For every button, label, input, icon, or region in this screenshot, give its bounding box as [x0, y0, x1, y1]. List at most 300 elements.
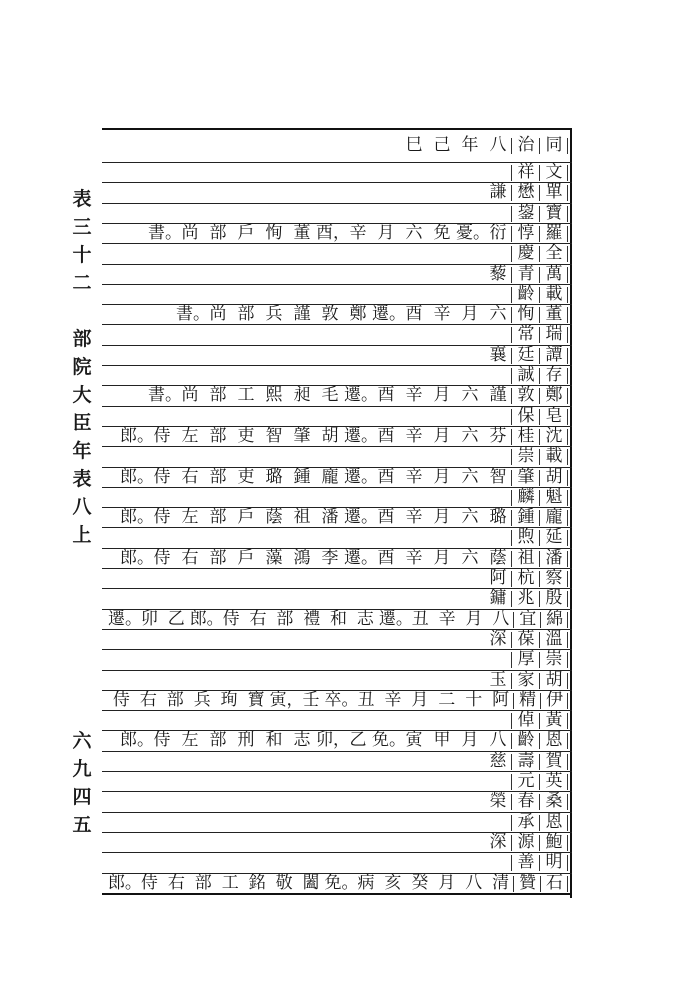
rule-line: [102, 893, 572, 895]
glyph: 譚: [540, 344, 568, 366]
glyph: 桑: [540, 790, 568, 812]
glyph: 己: [433, 135, 451, 155]
glyph: 慶: [512, 242, 540, 264]
table-row: [108, 425, 568, 447]
glyph: 伊: [541, 689, 568, 711]
glyph: 寶: [540, 202, 568, 224]
glyph: [484, 161, 512, 183]
glyph: 承: [512, 811, 540, 833]
glyph: 恩: [540, 729, 568, 751]
glyph: 月: [377, 222, 395, 243]
glyph: 龐: [321, 466, 339, 487]
glyph: 祖: [512, 547, 540, 569]
table-row: [108, 364, 568, 386]
table-row: [108, 445, 568, 467]
margin-title-char: 年: [72, 440, 92, 462]
glyph: 璐: [484, 506, 512, 528]
glyph: 辛: [405, 466, 423, 487]
glyph: 尚: [181, 385, 199, 406]
glyph: 元: [512, 770, 540, 792]
glyph: 書。: [148, 222, 182, 243]
glyph: 戶: [237, 547, 255, 568]
glyph: 八: [484, 134, 512, 156]
glyph: 郎。: [120, 547, 154, 568]
glyph: 志: [356, 608, 374, 629]
glyph: 清: [487, 872, 514, 894]
glyph: 尚: [209, 304, 227, 325]
glyph: 春: [512, 790, 540, 812]
table-row: [108, 689, 568, 711]
glyph: 部: [209, 507, 227, 528]
table-row: [108, 648, 568, 670]
glyph: 惇: [512, 222, 540, 244]
glyph: 月: [433, 425, 451, 446]
glyph: 英: [540, 770, 568, 792]
glyph: 月: [465, 608, 483, 629]
glyph: 部: [209, 730, 227, 751]
margin-title-char: 表: [72, 188, 92, 210]
glyph: 杭: [512, 567, 540, 589]
yearly-table: [102, 128, 572, 898]
glyph: 六: [461, 425, 479, 446]
glyph: 智: [265, 425, 283, 446]
table-row: [108, 851, 568, 873]
glyph: 部: [237, 304, 255, 325]
glyph: 郎。: [120, 730, 154, 751]
table-row: [108, 750, 568, 772]
margin-title-char: 表: [72, 468, 92, 490]
glyph: 深: [484, 831, 512, 853]
table-row: [108, 506, 568, 528]
glyph: 工: [237, 385, 255, 406]
glyph: 載: [540, 445, 568, 467]
glyph: 齡: [512, 729, 540, 751]
glyph: 同: [540, 134, 568, 156]
glyph: 辛: [438, 608, 456, 629]
table-row: [108, 608, 568, 630]
glyph: 郎。: [120, 507, 154, 528]
glyph: 崇: [512, 445, 540, 467]
glyph: 部: [166, 689, 184, 710]
page-number: [70, 727, 94, 839]
glyph: [484, 526, 512, 548]
glyph: 阿: [487, 689, 514, 711]
glyph: 鴻: [293, 547, 311, 568]
glyph: 年: [461, 135, 479, 155]
table-row: [108, 526, 568, 548]
glyph: 侍: [153, 547, 171, 568]
glyph: [484, 648, 512, 670]
glyph: 李: [321, 547, 339, 568]
glyph: 部: [209, 466, 227, 487]
glyph: 玉: [484, 669, 512, 691]
glyph: 辛: [384, 689, 402, 710]
glyph: 憂。: [456, 222, 490, 243]
table-row: [108, 263, 568, 285]
glyph: 遷。: [344, 466, 378, 487]
glyph: 鏞: [484, 587, 512, 609]
glyph: 萬: [540, 263, 568, 285]
glyph: 尚: [181, 222, 199, 243]
glyph: 丑: [357, 689, 375, 710]
glyph: 遷。: [344, 425, 378, 446]
glyph: 璐: [265, 466, 283, 487]
glyph: 文: [540, 161, 568, 183]
header-row: [108, 134, 568, 156]
glyph: 敬: [275, 872, 293, 893]
glyph: 六: [405, 222, 423, 243]
glyph: [484, 202, 512, 224]
glyph: 侍: [222, 608, 240, 629]
table-row: [108, 405, 568, 427]
glyph: 治: [512, 134, 540, 156]
glyph: 載: [540, 283, 568, 305]
glyph: 衍: [484, 222, 512, 244]
glyph: 寅，: [269, 689, 304, 710]
glyph: 右: [181, 547, 199, 568]
glyph: 胡: [321, 425, 339, 446]
glyph: 藻: [265, 547, 283, 568]
glyph: 阿: [484, 567, 512, 589]
glyph: 敦: [512, 384, 540, 406]
glyph: 家: [512, 669, 540, 691]
glyph: 郎。: [107, 872, 142, 893]
glyph: 卯: [140, 608, 158, 629]
glyph: 敦: [321, 304, 339, 325]
glyph: 蔭: [484, 547, 512, 569]
glyph: 志: [293, 730, 311, 751]
glyph: 龐: [540, 506, 568, 528]
glyph: 榮: [484, 790, 512, 812]
glyph: 右: [249, 608, 267, 629]
glyph: 郎。: [120, 466, 154, 487]
glyph: 侍: [140, 872, 158, 893]
glyph: 遷。: [344, 385, 378, 406]
table-row: [108, 709, 568, 731]
page-number-char: 四: [72, 786, 92, 808]
glyph: 瑞: [540, 323, 568, 345]
glyph: 卯，: [316, 730, 350, 751]
glyph: 倬: [512, 709, 540, 731]
glyph: 侍: [153, 425, 171, 446]
glyph: 酉: [377, 547, 395, 568]
glyph: 鍾: [293, 466, 311, 487]
glyph: 精: [514, 689, 541, 711]
glyph: 免: [433, 222, 451, 243]
glyph: 吏: [237, 466, 255, 487]
glyph: 戶: [237, 222, 255, 243]
glyph: 月: [433, 507, 451, 528]
margin-title-char: 上: [72, 524, 92, 546]
glyph: 恩: [540, 811, 568, 833]
glyph: 八: [484, 729, 512, 751]
glyph: 部: [209, 425, 227, 446]
glyph: 存: [540, 364, 568, 386]
glyph: 病: [357, 872, 375, 893]
glyph: 酉，: [316, 222, 350, 243]
glyph: 辛: [405, 425, 423, 446]
glyph: 肇: [293, 425, 311, 446]
glyph: [484, 283, 512, 305]
glyph: 源: [512, 831, 540, 853]
glyph: 工: [221, 872, 239, 893]
table-row: [108, 872, 568, 894]
glyph: 兵: [265, 304, 283, 325]
glyph: 潘: [540, 547, 568, 569]
glyph: 戶: [237, 507, 255, 528]
table-row: [108, 567, 568, 589]
table-row: [108, 384, 568, 406]
glyph: 乙: [349, 730, 367, 751]
glyph: 魁: [540, 486, 568, 508]
glyph: [484, 323, 512, 345]
glyph: 侍: [153, 466, 171, 487]
table-row: [108, 486, 568, 508]
page-number-char: 五: [72, 814, 92, 836]
glyph: 右: [181, 466, 199, 487]
glyph: 桂: [512, 425, 540, 447]
page-number-char: 九: [72, 758, 92, 780]
margin-title-char: 十: [72, 244, 92, 266]
table-row: [108, 323, 568, 345]
glyph: 麟: [512, 486, 540, 508]
glyph: 董: [293, 222, 311, 243]
glyph: [484, 405, 512, 427]
glyph: 酉: [377, 507, 395, 528]
glyph: 兆: [512, 587, 540, 609]
table-row: [108, 303, 568, 325]
glyph: 禮: [303, 608, 321, 629]
glyph: 寶: [247, 689, 265, 710]
glyph: 皂: [540, 405, 568, 427]
glyph: 乙: [167, 608, 185, 629]
table-row: [108, 344, 568, 366]
table-row: [108, 729, 568, 751]
glyph: 六: [461, 547, 479, 568]
glyph: 部: [209, 547, 227, 568]
margin-title: [70, 185, 94, 549]
glyph: 郎。: [120, 425, 154, 446]
glyph: 部: [209, 222, 227, 243]
glyph: 侍: [112, 689, 130, 710]
glyph: 珣: [220, 689, 238, 710]
glyph: [484, 851, 512, 873]
glyph: 懋: [512, 181, 540, 203]
glyph: [484, 364, 512, 386]
glyph: 酉: [405, 304, 423, 325]
glyph: 酉: [377, 385, 395, 406]
glyph: 辛: [433, 304, 451, 325]
glyph: 二: [438, 689, 456, 710]
glyph: 賀: [540, 750, 568, 772]
glyph: 鄭: [540, 384, 568, 406]
table-row: [108, 466, 568, 488]
glyph: 壽: [512, 750, 540, 772]
glyph: 誠: [512, 364, 540, 386]
glyph: 潘: [321, 507, 339, 528]
glyph: 祥: [512, 161, 540, 183]
glyph: 厚: [512, 648, 540, 670]
glyph: 煦: [512, 526, 540, 548]
margin-title-char: 三: [72, 216, 92, 238]
glyph: 酉: [377, 466, 395, 487]
glyph: [484, 811, 512, 833]
glyph: 董: [540, 303, 568, 325]
table-row: [108, 202, 568, 224]
glyph: 蔭: [265, 507, 283, 528]
glyph: 侍: [153, 507, 171, 528]
glyph: 羅: [540, 222, 568, 244]
glyph: 和: [265, 730, 283, 751]
glyph: 寅: [405, 730, 423, 751]
glyph: 遷。: [344, 547, 378, 568]
glyph: 六: [461, 466, 479, 487]
glyph: 鄭: [349, 304, 367, 325]
glyph: 胡: [540, 669, 568, 691]
glyph: 鍾: [512, 506, 540, 528]
glyph: 單: [540, 181, 568, 203]
glyph: 肇: [512, 466, 540, 488]
glyph: 部: [209, 385, 227, 406]
glyph: 贊: [514, 872, 541, 894]
margin-title-char: 二: [72, 272, 92, 294]
glyph: 芬: [484, 425, 512, 447]
glyph: 月: [433, 547, 451, 568]
glyph: 左: [181, 507, 199, 528]
glyph: 六: [484, 303, 512, 325]
table-row: [108, 283, 568, 305]
glyph: 免。: [372, 730, 406, 751]
glyph: 六: [461, 385, 479, 406]
glyph: 月: [433, 466, 451, 487]
glyph: 毛: [321, 385, 339, 406]
glyph: 察: [540, 567, 568, 589]
glyph: 慈: [484, 750, 512, 772]
table-row: [108, 811, 568, 833]
glyph: 溫: [540, 628, 568, 650]
glyph: 藜: [484, 263, 512, 285]
glyph: 熙: [265, 385, 283, 406]
glyph: 廷: [512, 344, 540, 366]
glyph: 明: [540, 851, 568, 873]
glyph: 胡: [540, 466, 568, 488]
table-row: [108, 628, 568, 650]
glyph: 謙: [484, 181, 512, 203]
glyph: 鋆: [512, 202, 540, 224]
margin-title-char: 臣: [72, 412, 92, 434]
glyph: 辛: [405, 547, 423, 568]
glyph: 辛: [405, 385, 423, 406]
glyph: 殷: [540, 587, 568, 609]
glyph: 六: [461, 507, 479, 528]
table-row: [108, 222, 568, 244]
glyph: 月: [461, 730, 479, 751]
glyph: 崇: [540, 648, 568, 670]
glyph: 亥: [384, 872, 402, 893]
glyph: 和: [330, 608, 348, 629]
glyph: 齡: [512, 283, 540, 305]
glyph: 延: [540, 526, 568, 548]
glyph: 卒。: [324, 689, 359, 710]
glyph: 右: [139, 689, 157, 710]
glyph: 壬: [302, 689, 320, 710]
glyph: 祖: [293, 507, 311, 528]
glyph: 石: [541, 872, 568, 894]
glyph: 智: [484, 466, 512, 488]
glyph: 銘: [248, 872, 266, 893]
glyph: 八: [487, 608, 514, 630]
glyph: 鮑: [540, 831, 568, 853]
glyph: 遷。: [378, 608, 413, 629]
glyph: 癸: [411, 872, 429, 893]
rule-line: [102, 128, 572, 130]
glyph: [484, 770, 512, 792]
glyph: 郎。: [189, 608, 224, 629]
glyph: 善: [512, 851, 540, 873]
glyph: 左: [181, 730, 199, 751]
glyph: 甲: [433, 730, 451, 751]
glyph: 十: [465, 689, 483, 710]
table-row: [108, 587, 568, 609]
glyph: 謹: [484, 384, 512, 406]
glyph: 書。: [148, 385, 182, 406]
margin-title-char: 院: [72, 356, 92, 378]
margin-title-char: 八: [72, 496, 92, 518]
glyph: 部: [194, 872, 212, 893]
glyph: 侍: [153, 730, 171, 751]
table-row: [108, 242, 568, 264]
glyph: 辛: [349, 222, 367, 243]
glyph: 宜: [514, 608, 541, 630]
glyph: 闔: [302, 872, 320, 893]
glyph: 右: [167, 872, 185, 893]
glyph: 左: [181, 425, 199, 446]
glyph: 八: [465, 872, 483, 893]
glyph: 巳: [405, 135, 423, 155]
glyph: 綿: [541, 608, 568, 630]
table-row: [108, 181, 568, 203]
glyph: 襄: [484, 344, 512, 366]
margin-title-char: [70, 297, 94, 325]
glyph: 常: [512, 323, 540, 345]
glyph: 丑: [411, 608, 429, 629]
glyph: 吏: [237, 425, 255, 446]
glyph: 辛: [405, 507, 423, 528]
table-row: [108, 770, 568, 792]
glyph: [484, 709, 512, 731]
glyph: 月: [433, 385, 451, 406]
glyph: 免。: [324, 872, 359, 893]
glyph: 遷。: [344, 507, 378, 528]
margin-title-char: 部: [72, 328, 92, 350]
glyph: 月: [461, 304, 479, 325]
glyph: 遷。: [372, 304, 406, 325]
glyph: 月: [411, 689, 429, 710]
page-number-char: 六: [72, 730, 92, 752]
glyph: 黃: [540, 709, 568, 731]
glyph: 青: [512, 263, 540, 285]
glyph: 深: [484, 628, 512, 650]
glyph: 謹: [293, 304, 311, 325]
glyph: 酉: [377, 425, 395, 446]
glyph: 兵: [193, 689, 211, 710]
glyph: 恂: [512, 303, 540, 325]
glyph: [484, 242, 512, 264]
glyph: 刑: [237, 730, 255, 751]
margin-title-char: 大: [72, 384, 92, 406]
glyph: [484, 486, 512, 508]
glyph: 全: [540, 242, 568, 264]
